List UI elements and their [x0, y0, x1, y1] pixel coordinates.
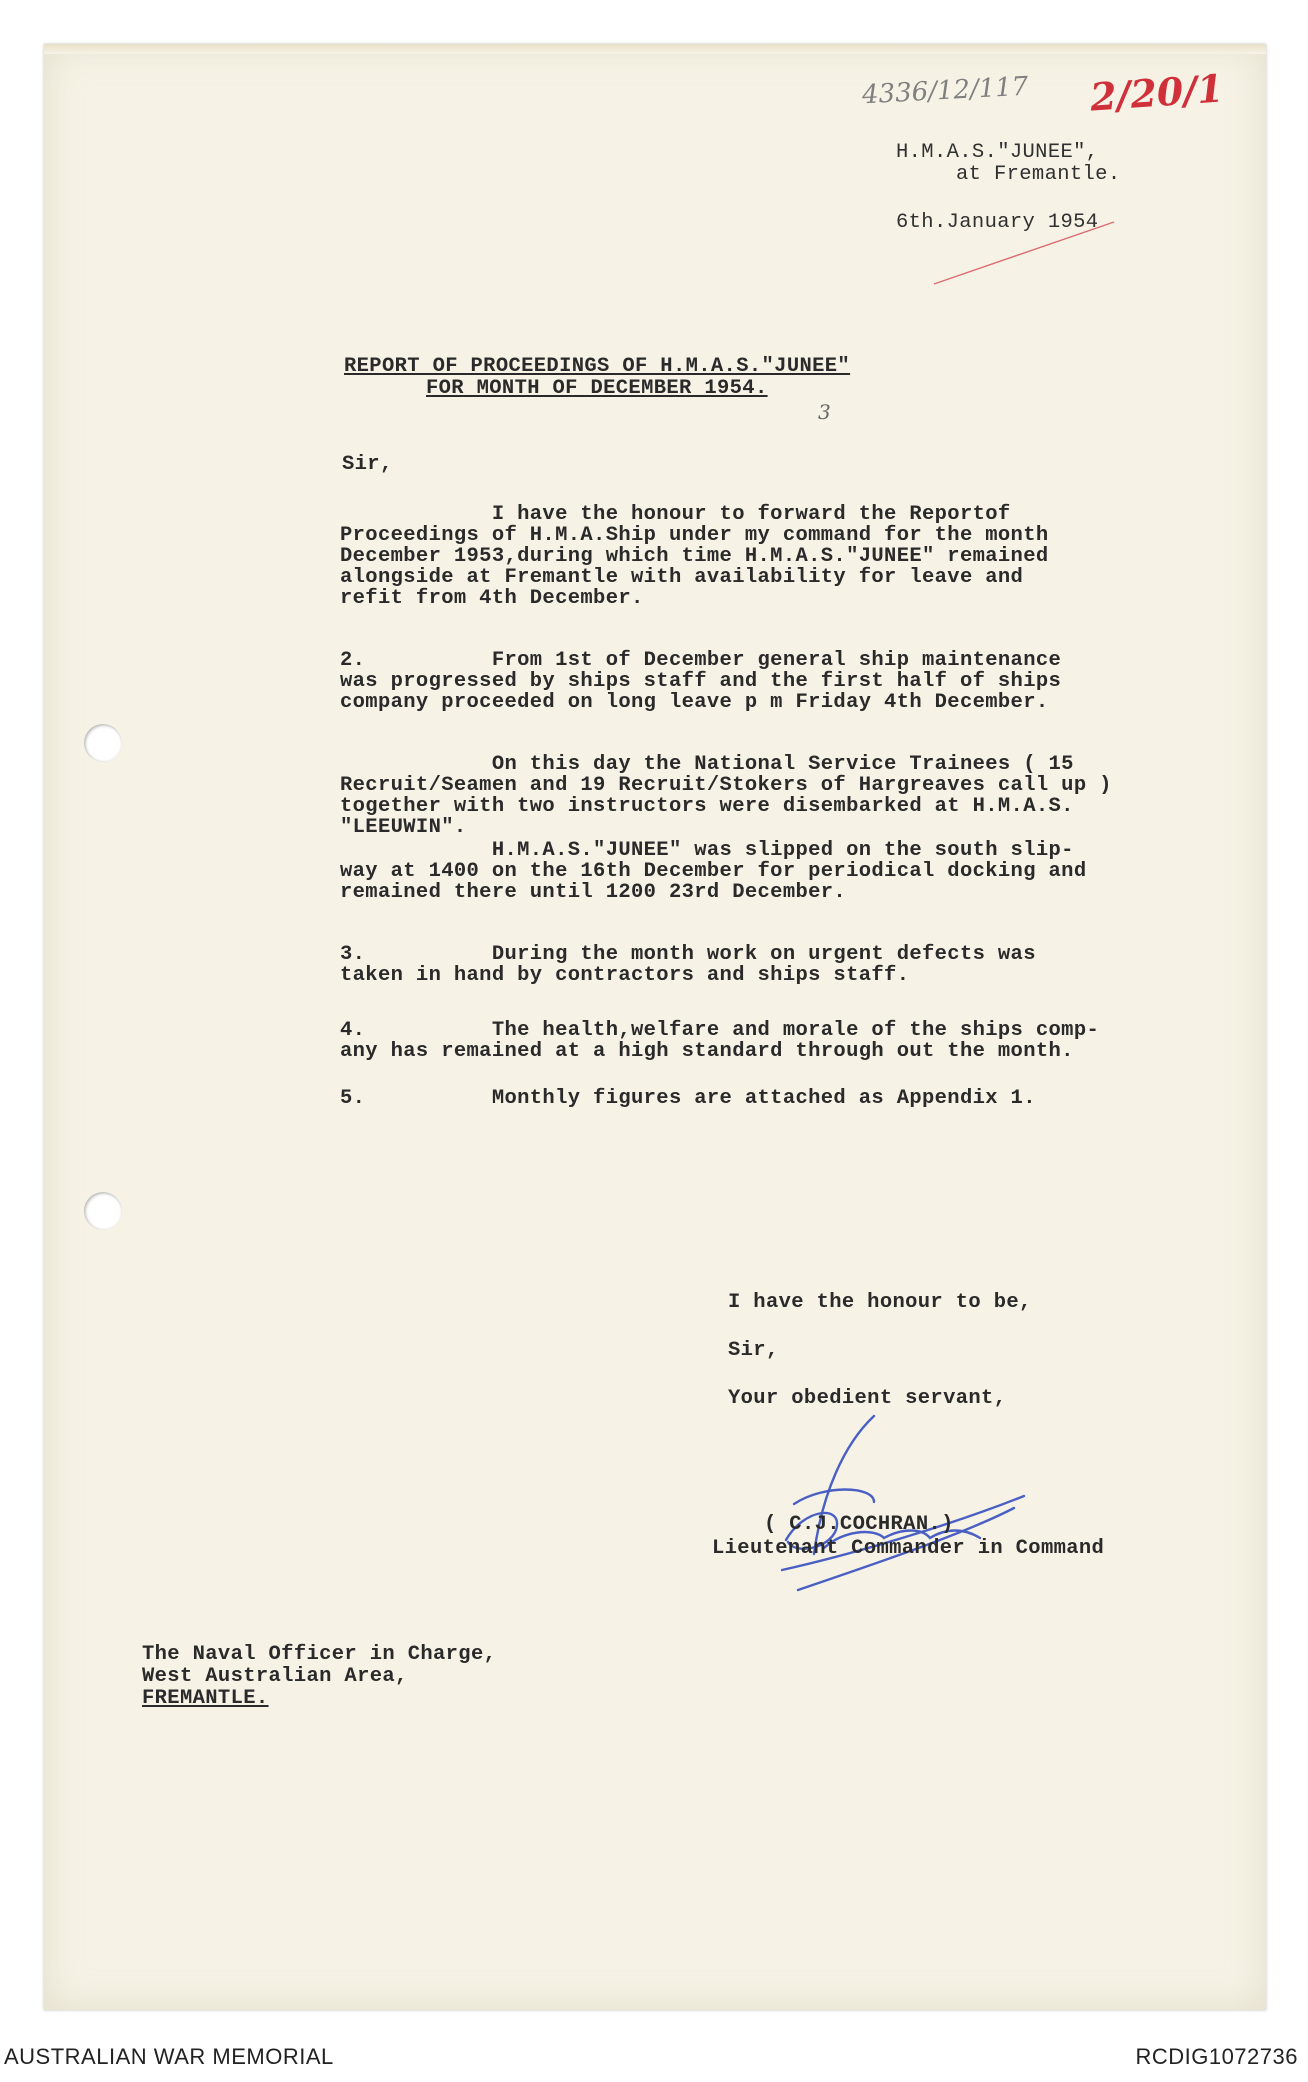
report-title-line-1: REPORT OF PROCEEDINGS OF H.M.A.S."JUNEE" [344, 355, 851, 378]
body-line: 5. Monthly figures are attached as Appendix 1. [340, 1087, 1036, 1110]
body-line: together with two instructors were disembarked at H.M.A.S. [340, 795, 1074, 818]
closing-line-3: Your obedient servant, [728, 1387, 1007, 1410]
body-line: I have the honour to forward the Reportof [340, 503, 1011, 526]
handwritten-file-ref: 4336/12/117 [861, 71, 1030, 111]
signatory-rank: Lieutenant Commander in Command [712, 1537, 1105, 1560]
document-page [44, 44, 1266, 2010]
body-line: was progressed by ships staff and the first half of ships [340, 670, 1062, 693]
body-line: taken in hand by contractors and ships staff. [340, 964, 910, 987]
paragraph-7 [340, 1088, 1036, 1109]
body-line: "LEEUWIN". [340, 816, 467, 839]
paragraph-3 [340, 754, 1112, 838]
body-line: remained there until 1200 23rd December. [340, 881, 847, 904]
body-line: December 1953,during which time H.M.A.S."JUNEE" remained [340, 545, 1049, 568]
punch-hole [84, 724, 122, 762]
red-pencil-ref: 2/20/1 [1088, 65, 1225, 120]
body-line: H.M.A.S."JUNEE" was slipped on the south slip- [340, 839, 1074, 862]
handwritten-signature [724, 1404, 1104, 1594]
letter-date: 6th.January 1954 [896, 211, 1099, 234]
paragraph-6 [340, 1020, 1099, 1062]
body-line: any has remained at a high standard through out the month. [340, 1040, 1074, 1063]
paragraph-2 [340, 650, 1061, 713]
body-line: company proceeded on long leave p m Friday 4th December. [340, 691, 1049, 714]
archive-footer-left: AUSTRALIAN WAR MEMORIAL [4, 2044, 334, 2069]
handwritten-correction: 3 [818, 400, 831, 424]
body-line: 2. From 1st of December general ship maintenance [340, 649, 1062, 672]
recipient-line-2: West Australian Area, [142, 1665, 408, 1688]
paragraph-4 [340, 840, 1086, 903]
body-line: refit from 4th December. [340, 587, 644, 610]
salutation: Sir, [342, 453, 393, 476]
body-line: Recruit/Seamen and 19 Recruit/Stokers of Hargreaves call up ) [340, 774, 1112, 797]
closing-line-2: Sir, [728, 1339, 779, 1362]
archive-footer-right: RCDIG1072736 [1135, 2044, 1298, 2069]
sender-line-2: at Fremantle. [956, 163, 1121, 186]
paragraph-5 [340, 944, 1036, 986]
body-line: way at 1400 on the 16th December for periodical docking and [340, 860, 1087, 883]
body-line: 4. The health,welfare and morale of the ships comp- [340, 1019, 1100, 1042]
body-line: 3. During the month work on urgent defects was [340, 943, 1036, 966]
signatory-name: ( C.J.COCHRAN.) [764, 1513, 954, 1536]
body-line: On this day the National Service Trainees ( 15 [340, 753, 1074, 776]
punch-hole [84, 1192, 122, 1230]
closing-line-1: I have the honour to be, [728, 1291, 1032, 1314]
recipient-line-3: FREMANTLE. [142, 1687, 269, 1710]
body-line: Proceedings of H.M.A.Ship under my command for the month [340, 524, 1049, 547]
paragraph-1 [340, 504, 1049, 609]
body-line: alongside at Fremantle with availability for leave and [340, 566, 1024, 589]
recipient-line-1: The Naval Officer in Charge, [142, 1643, 497, 1666]
report-title-line-2: FOR MONTH OF DECEMBER 1954. [426, 377, 768, 400]
sender-line-1: H.M.A.S."JUNEE", [896, 141, 1099, 164]
